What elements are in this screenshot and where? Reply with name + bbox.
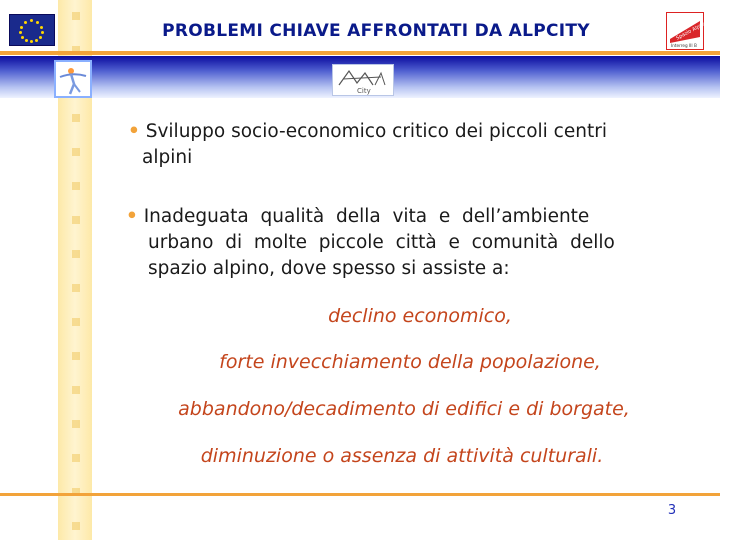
figure-icon xyxy=(56,62,90,96)
bullet-marker: • xyxy=(128,121,140,142)
alpcity-logo xyxy=(332,64,394,96)
alpcity-logo-text: City xyxy=(357,87,371,95)
bullet-item-2 xyxy=(126,204,696,282)
svg-text:Spazio Alpino: Spazio Alpino xyxy=(675,20,708,42)
interreg-logo-icon xyxy=(667,13,708,49)
interreg-logo xyxy=(666,12,708,50)
issue-declino: declino economico, xyxy=(328,305,512,327)
bullet-marker: • xyxy=(126,206,138,227)
eu-flag-logo xyxy=(9,14,55,46)
alpcity-logo-icon xyxy=(333,65,393,95)
issue-attivita-culturali: diminuzione o assenza di attività culturali. xyxy=(200,445,604,467)
bullet-1-line-1: Sviluppo socio-economico critico dei piccoli centri xyxy=(145,121,607,142)
bullet-item-1 xyxy=(128,119,698,171)
bullet-2-line-2: urbano di molte piccole città e comunità dello xyxy=(148,232,615,253)
header-orange-rule xyxy=(0,51,720,55)
alpine-figure-logo xyxy=(54,60,92,98)
issue-abbandono: abbandono/decadimento di edifici e di borgate, xyxy=(178,398,630,420)
slide-title: PROBLEMI CHIAVE AFFRONTATI DA ALPCITY xyxy=(162,21,590,41)
page-number: 3 xyxy=(667,503,677,518)
bullet-1-line-2: alpini xyxy=(142,147,193,168)
bullet-2-line-3: spazio alpino, dove spesso si assiste a: xyxy=(148,258,510,279)
issue-invecchiamento: forte invecchiamento della popolazione, xyxy=(219,351,601,373)
footer-orange-rule xyxy=(0,493,720,496)
bullet-2-line-1: Inadeguata qualità della vita e dell’ambiente xyxy=(143,206,590,227)
interreg-logo-text: Interreg III B xyxy=(671,43,697,48)
